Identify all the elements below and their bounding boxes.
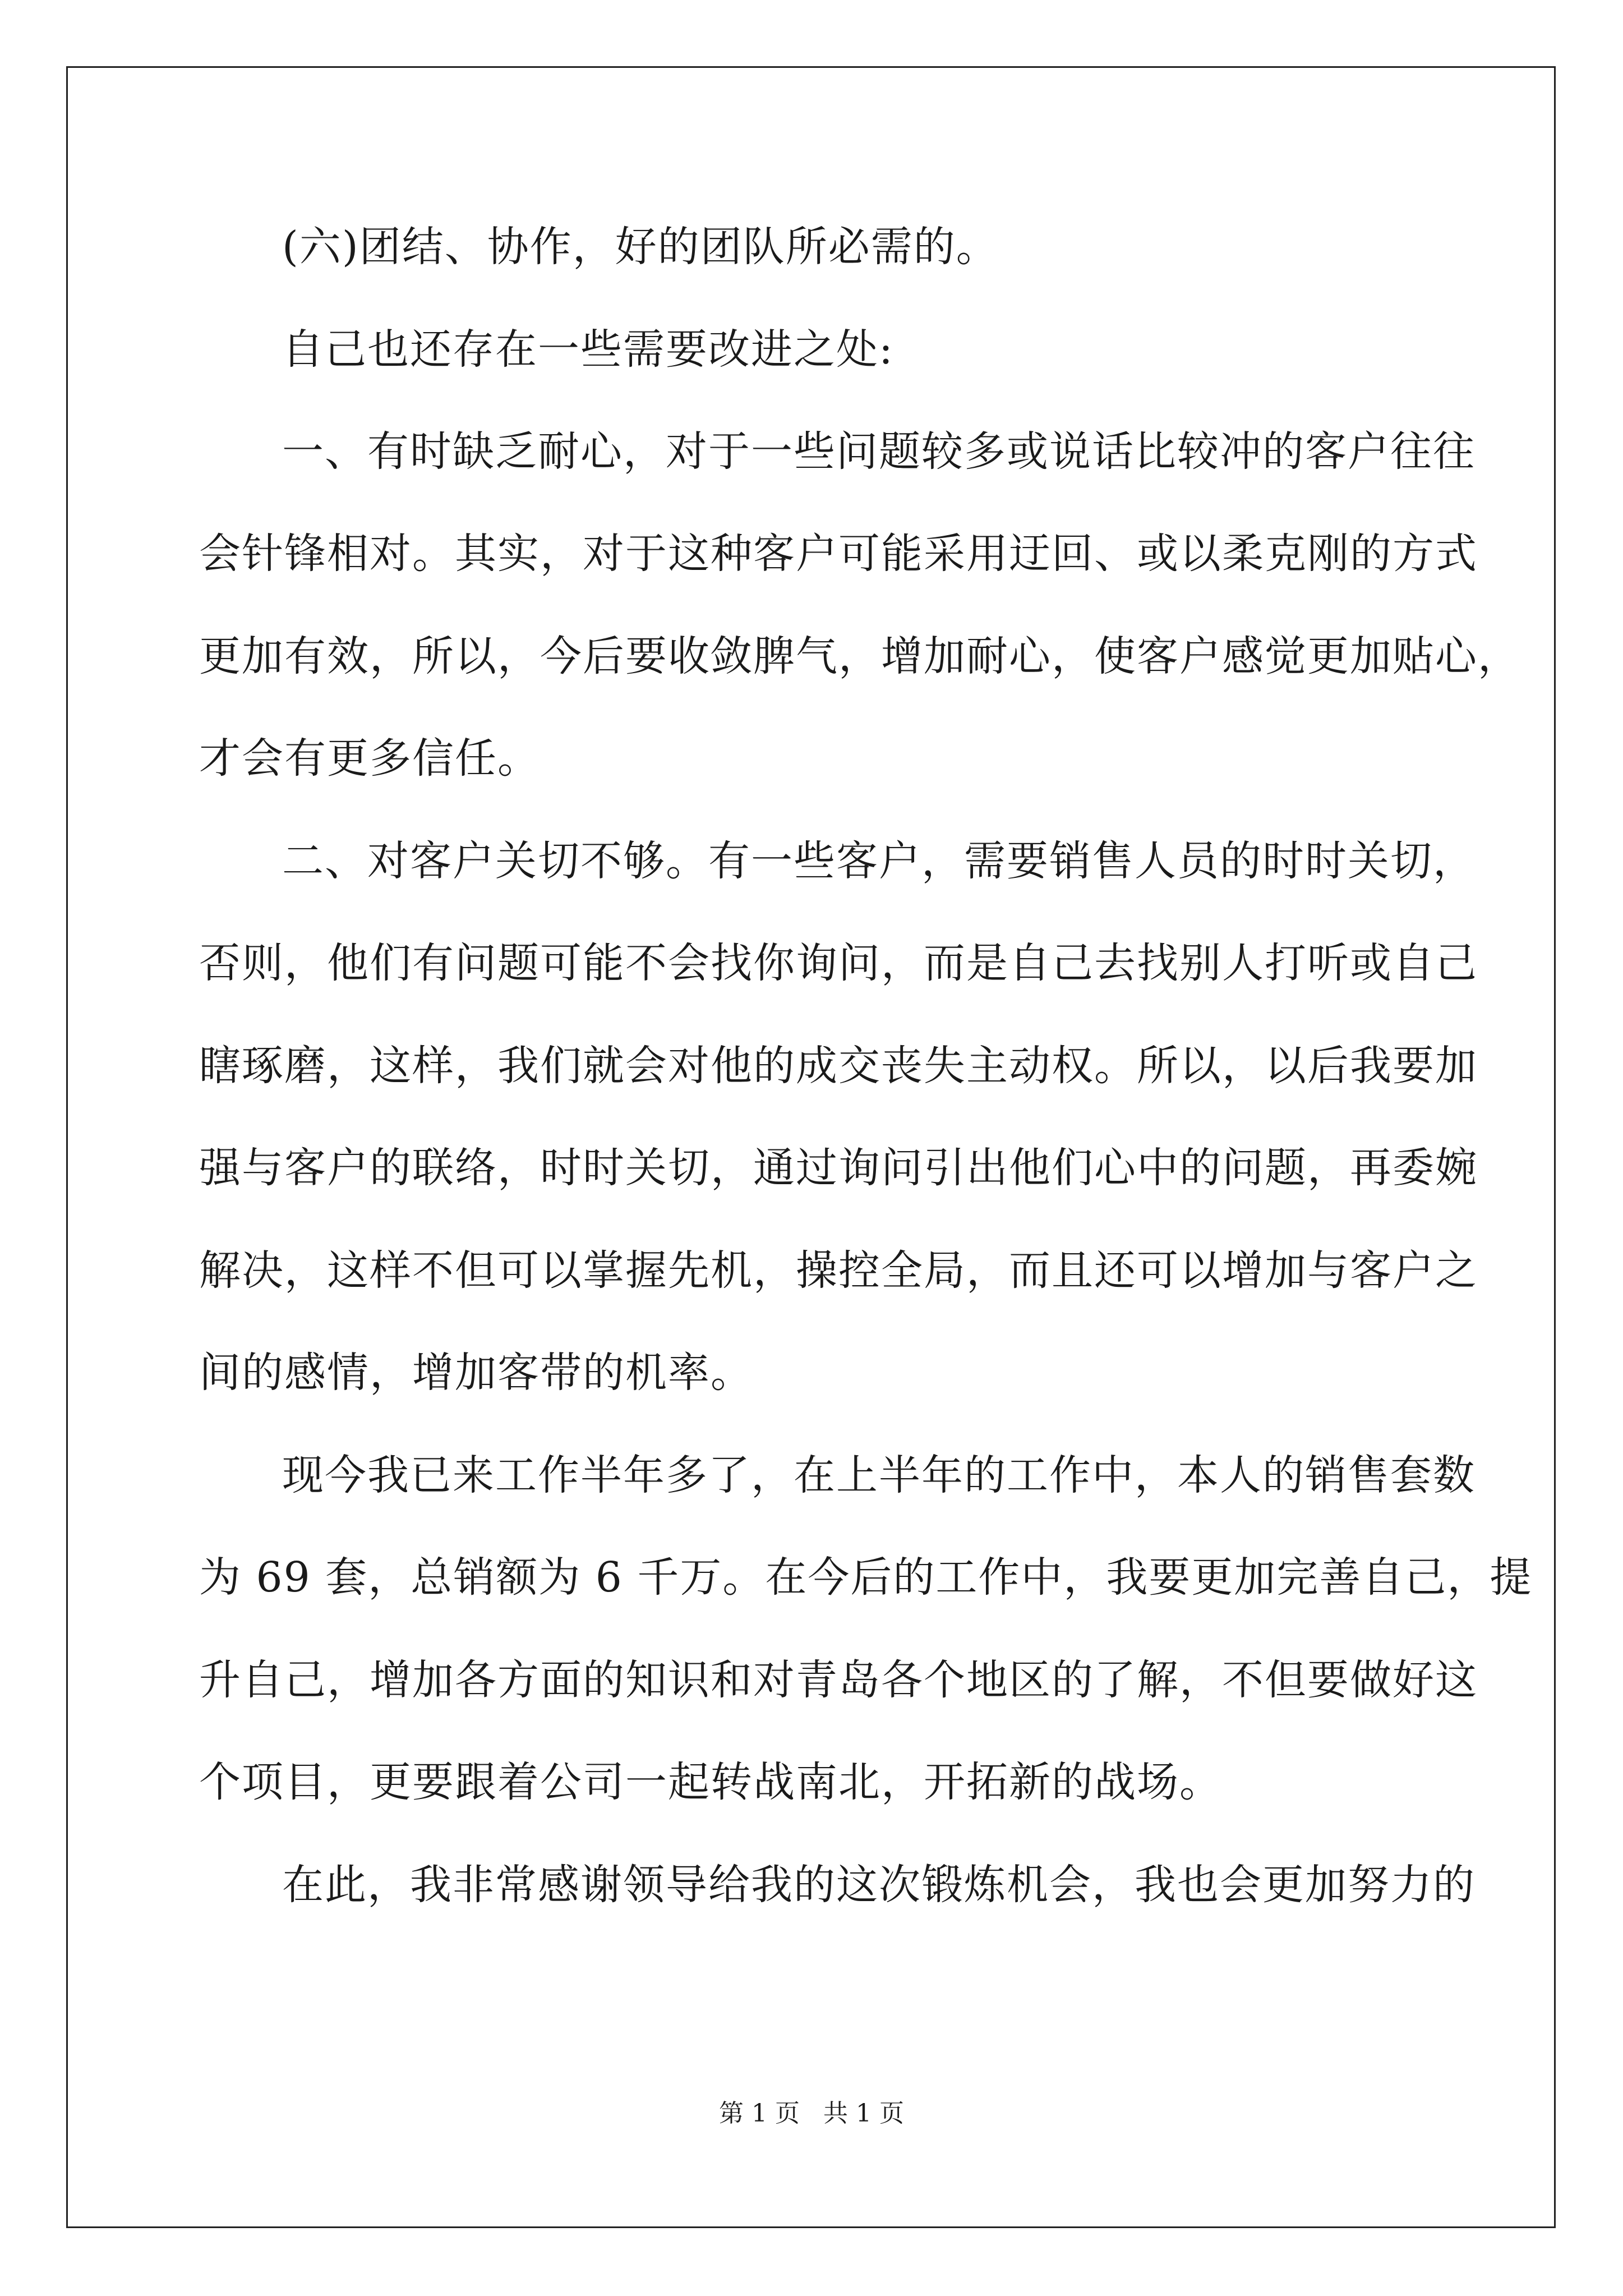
paragraph-line: 否则，他们有问题可能不会找你询问，而是自己去找别人打听或自己 [199, 939, 1478, 987]
paragraph-line: 自己也还存在一些需要改进之处: [282, 325, 894, 374]
paragraph-line: 强与客户的联络，时时关切，通过询问引出他们心中的问题，再委婉 [199, 1144, 1478, 1192]
paragraph-line: 解决，这样不但可以掌握先机，操控全局，而且还可以增加与客户之 [199, 1246, 1478, 1295]
paragraph-line: 会针锋相对。其实，对于这种客户可能采用迂回、或以柔克刚的方式 [199, 530, 1478, 578]
page-number-footer: 第 1 页 共 1 页 [719, 2099, 904, 2128]
paragraph-line: 在此，我非常感谢领导给我的这次锻炼机会，我也会更加努力的 [282, 1861, 1476, 1909]
paragraph-line: 一、有时缺乏耐心，对于一些问题较多或说话比较冲的客户往往 [282, 427, 1476, 476]
paragraph-line: 更加有效，所以，今后要收敛脾气，增加耐心，使客户感觉更加贴心， [199, 632, 1520, 680]
paragraph-line: 为 69 套，总销额为 6 千万。在今后的工作中，我要更加完善自己，提 [199, 1553, 1533, 1602]
paragraph-line: 现今我已来工作半年多了，在上半年的工作中，本人的销售套数 [282, 1451, 1476, 1499]
paragraph-line: 个项目，更要跟着公司一起转战南北，开拓新的战场。 [199, 1758, 1222, 1806]
paragraph-line: (六)团结、协作，好的团队所必需的。 [282, 223, 999, 271]
paragraph-line: 升自己，增加各方面的知识和对青岛各个地区的了解，不但要做好这 [199, 1656, 1478, 1704]
paragraph-line: 才会有更多信任。 [199, 734, 540, 783]
paragraph-line: 瞎琢磨，这样，我们就会对他的成交丧失主动权。所以，以后我要加 [199, 1042, 1478, 1090]
paragraph-line: 间的感情，增加客带的机率。 [199, 1349, 753, 1397]
paragraph-line: 二、对客户关切不够。有一些客户，需要销售人员的时时关切， [282, 837, 1476, 885]
